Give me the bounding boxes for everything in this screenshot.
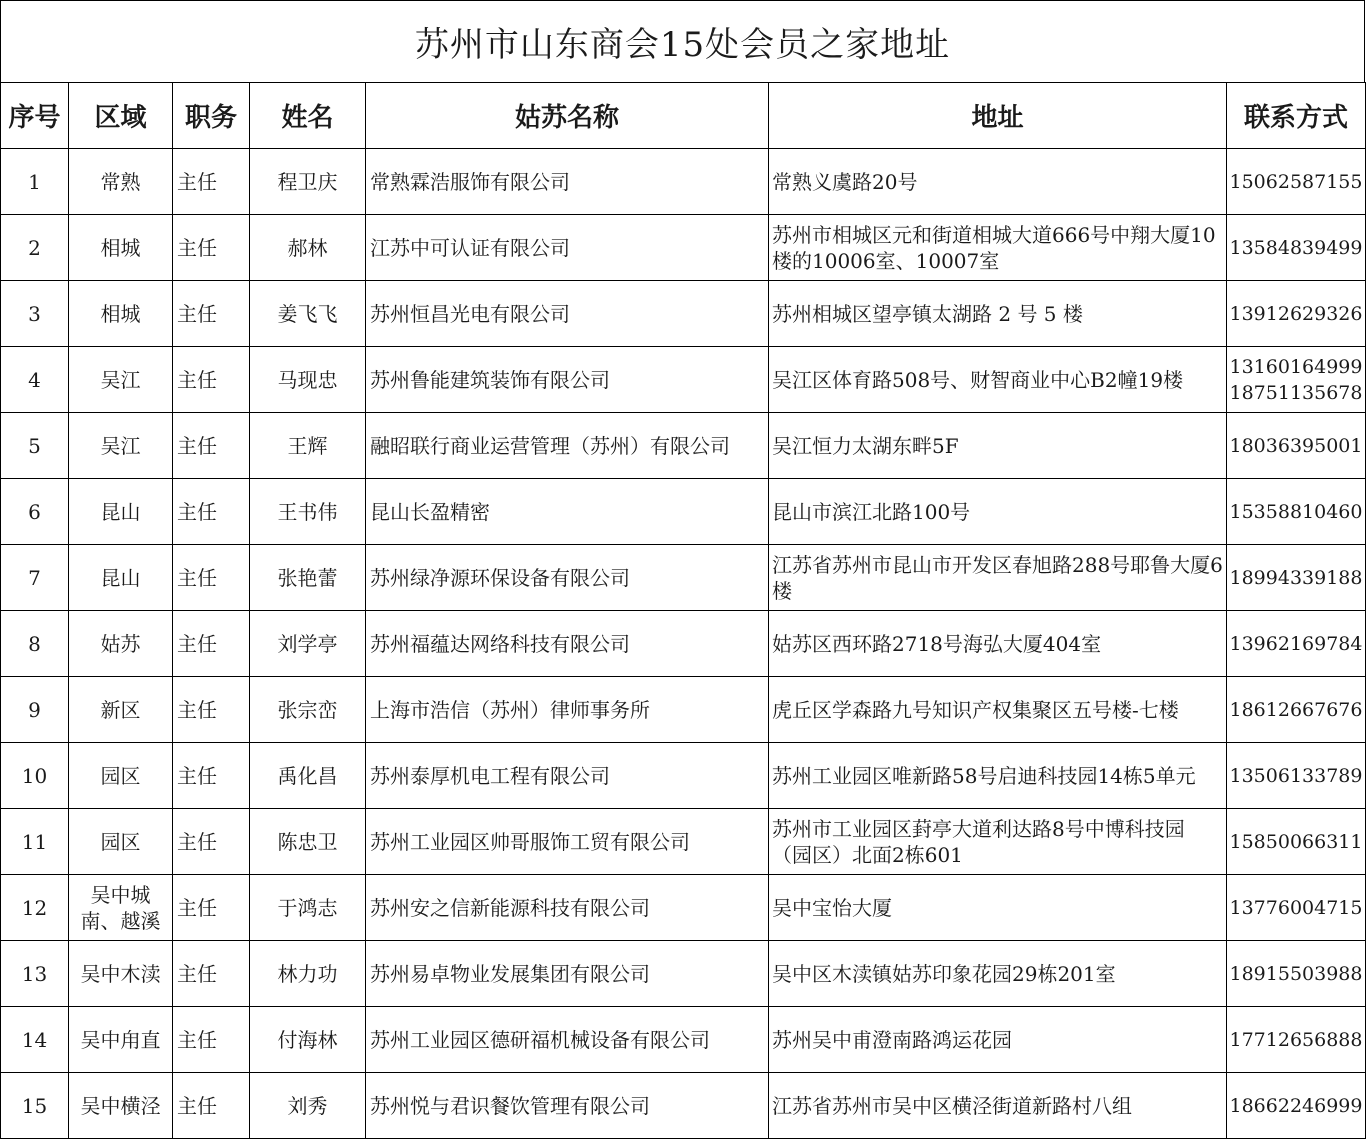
- header-position: 职务: [173, 83, 250, 149]
- cell-name: 王书伟: [250, 479, 366, 545]
- cell-region: 新区: [69, 677, 173, 743]
- cell-no: 12: [1, 875, 69, 941]
- cell-name: 张艳蕾: [250, 545, 366, 611]
- table-row: [1, 611, 1366, 677]
- cell-region: 姑苏: [69, 611, 173, 677]
- cell-no: 1: [1, 149, 69, 215]
- cell-address: 常熟义虞路20号: [769, 149, 1227, 215]
- cell-address: 苏州相城区望亭镇太湖路 2 号 5 楼: [769, 281, 1227, 347]
- cell-position: 主任: [173, 281, 250, 347]
- cell-region: 园区: [69, 743, 173, 809]
- cell-address: 昆山市滨江北路100号: [769, 479, 1227, 545]
- cell-contact: 13584839499: [1227, 215, 1366, 281]
- cell-company: 苏州福蕴达网络科技有限公司: [366, 611, 769, 677]
- cell-no: 13: [1, 941, 69, 1007]
- cell-address: 虎丘区学森路九号知识产权集聚区五号楼-七楼: [769, 677, 1227, 743]
- cell-name: 于鸿志: [250, 875, 366, 941]
- cell-contact: 13962169784: [1227, 611, 1366, 677]
- address-table: [0, 82, 1366, 1139]
- cell-region: 吴江: [69, 347, 173, 413]
- cell-contact: 15850066311: [1227, 809, 1366, 875]
- cell-no: 5: [1, 413, 69, 479]
- cell-address: 吴中宝怡大厦: [769, 875, 1227, 941]
- cell-name: 张宗峦: [250, 677, 366, 743]
- cell-region: 园区: [69, 809, 173, 875]
- header-contact: 联系方式: [1227, 83, 1366, 149]
- cell-name: 付海林: [250, 1007, 366, 1073]
- cell-position: 主任: [173, 413, 250, 479]
- cell-contact: 17712656888: [1227, 1007, 1366, 1073]
- header-company: 姑苏名称: [366, 83, 769, 149]
- cell-address: 苏州吴中甫澄南路鸿运花园: [769, 1007, 1227, 1073]
- table-row: [1, 677, 1366, 743]
- cell-no: 8: [1, 611, 69, 677]
- cell-address: 吴江恒力太湖东畔5F: [769, 413, 1227, 479]
- cell-position: 主任: [173, 347, 250, 413]
- cell-region: 相城: [69, 281, 173, 347]
- cell-no: 10: [1, 743, 69, 809]
- cell-contact: 18036395001: [1227, 413, 1366, 479]
- cell-position: 主任: [173, 545, 250, 611]
- cell-company: 苏州恒昌光电有限公司: [366, 281, 769, 347]
- page-title: 苏州市山东商会15处会员之家地址: [0, 0, 1365, 82]
- cell-region: 昆山: [69, 479, 173, 545]
- cell-contact: 18612667676: [1227, 677, 1366, 743]
- cell-position: 主任: [173, 1007, 250, 1073]
- cell-contact: 18662246999: [1227, 1073, 1366, 1139]
- cell-contact: 13506133789: [1227, 743, 1366, 809]
- cell-address: 苏州工业园区唯新路58号启迪科技园14栋5单元: [769, 743, 1227, 809]
- cell-region: 常熟: [69, 149, 173, 215]
- cell-contact: 18915503988: [1227, 941, 1366, 1007]
- table-row: [1, 281, 1366, 347]
- cell-contact: 15358810460: [1227, 479, 1366, 545]
- cell-company: 苏州泰厚机电工程有限公司: [366, 743, 769, 809]
- cell-position: 主任: [173, 875, 250, 941]
- cell-company: 苏州工业园区帅哥服饰工贸有限公司: [366, 809, 769, 875]
- header-name: 姓名: [250, 83, 366, 149]
- cell-name: 王辉: [250, 413, 366, 479]
- cell-contact: 18994339188: [1227, 545, 1366, 611]
- cell-position: 主任: [173, 809, 250, 875]
- cell-region: 吴江: [69, 413, 173, 479]
- cell-position: 主任: [173, 677, 250, 743]
- cell-company: 上海市浩信（苏州）律师事务所: [366, 677, 769, 743]
- cell-company: 常熟霖浩服饰有限公司: [366, 149, 769, 215]
- header-address: 地址: [769, 83, 1227, 149]
- cell-contact: 13160164999 18751135678: [1227, 347, 1366, 413]
- cell-address: 吴中区木渎镇姑苏印象花园29栋201室: [769, 941, 1227, 1007]
- cell-no: 2: [1, 215, 69, 281]
- cell-company: 江苏中可认证有限公司: [366, 215, 769, 281]
- cell-name: 姜飞飞: [250, 281, 366, 347]
- cell-no: 4: [1, 347, 69, 413]
- cell-address: 吴江区体育路508号、财智商业中心B2幢19楼: [769, 347, 1227, 413]
- table-row: [1, 1073, 1366, 1139]
- cell-region: 昆山: [69, 545, 173, 611]
- cell-company: 昆山长盈精密: [366, 479, 769, 545]
- table-row: [1, 545, 1366, 611]
- table-row: [1, 413, 1366, 479]
- cell-name: 郝林: [250, 215, 366, 281]
- cell-name: 马现忠: [250, 347, 366, 413]
- cell-address: 江苏省苏州市昆山市开发区春旭路288号耶鲁大厦6楼: [769, 545, 1227, 611]
- cell-no: 3: [1, 281, 69, 347]
- cell-company: 苏州鲁能建筑装饰有限公司: [366, 347, 769, 413]
- cell-name: 刘秀: [250, 1073, 366, 1139]
- cell-no: 7: [1, 545, 69, 611]
- table-row: [1, 875, 1366, 941]
- cell-name: 林力功: [250, 941, 366, 1007]
- cell-name: 禹化昌: [250, 743, 366, 809]
- table-row: [1, 809, 1366, 875]
- cell-no: 14: [1, 1007, 69, 1073]
- cell-region: 吴中横泾: [69, 1073, 173, 1139]
- cell-position: 主任: [173, 479, 250, 545]
- table-row: [1, 215, 1366, 281]
- cell-no: 9: [1, 677, 69, 743]
- header-region: 区域: [69, 83, 173, 149]
- cell-name: 陈忠卫: [250, 809, 366, 875]
- table-row: [1, 1007, 1366, 1073]
- cell-company: 苏州安之信新能源科技有限公司: [366, 875, 769, 941]
- cell-company: 苏州悦与君识餐饮管理有限公司: [366, 1073, 769, 1139]
- table-row: [1, 941, 1366, 1007]
- cell-company: 融昭联行商业运营管理（苏州）有限公司: [366, 413, 769, 479]
- cell-address: 江苏省苏州市吴中区横泾街道新路村八组: [769, 1073, 1227, 1139]
- cell-address: 苏州市相城区元和街道相城大道666号中翔大厦10楼的10006室、10007室: [769, 215, 1227, 281]
- cell-name: 刘学亭: [250, 611, 366, 677]
- cell-position: 主任: [173, 611, 250, 677]
- cell-position: 主任: [173, 743, 250, 809]
- cell-contact: 15062587155: [1227, 149, 1366, 215]
- cell-address: 姑苏区西环路2718号海弘大厦404室: [769, 611, 1227, 677]
- header-no: 序号: [1, 83, 69, 149]
- cell-name: 程卫庆: [250, 149, 366, 215]
- cell-company: 苏州绿净源环保设备有限公司: [366, 545, 769, 611]
- cell-position: 主任: [173, 941, 250, 1007]
- cell-no: 15: [1, 1073, 69, 1139]
- cell-region: 吴中城南、越溪: [69, 875, 173, 941]
- cell-position: 主任: [173, 149, 250, 215]
- cell-address: 苏州市工业园区葑亭大道利达路8号中博科技园（园区）北面2栋601: [769, 809, 1227, 875]
- cell-no: 6: [1, 479, 69, 545]
- cell-company: 苏州易卓物业发展集团有限公司: [366, 941, 769, 1007]
- cell-region: 相城: [69, 215, 173, 281]
- table-header: [1, 83, 1366, 149]
- cell-region: 吴中甪直: [69, 1007, 173, 1073]
- table-row: [1, 743, 1366, 809]
- table-row: [1, 347, 1366, 413]
- cell-region: 吴中木渎: [69, 941, 173, 1007]
- table-body: [1, 149, 1366, 1139]
- header-row: [1, 83, 1366, 149]
- cell-contact: 13776004715: [1227, 875, 1366, 941]
- cell-position: 主任: [173, 215, 250, 281]
- table-row: [1, 149, 1366, 215]
- table-row: [1, 479, 1366, 545]
- cell-contact: 13912629326: [1227, 281, 1366, 347]
- cell-position: 主任: [173, 1073, 250, 1139]
- cell-company: 苏州工业园区德研福机械设备有限公司: [366, 1007, 769, 1073]
- cell-no: 11: [1, 809, 69, 875]
